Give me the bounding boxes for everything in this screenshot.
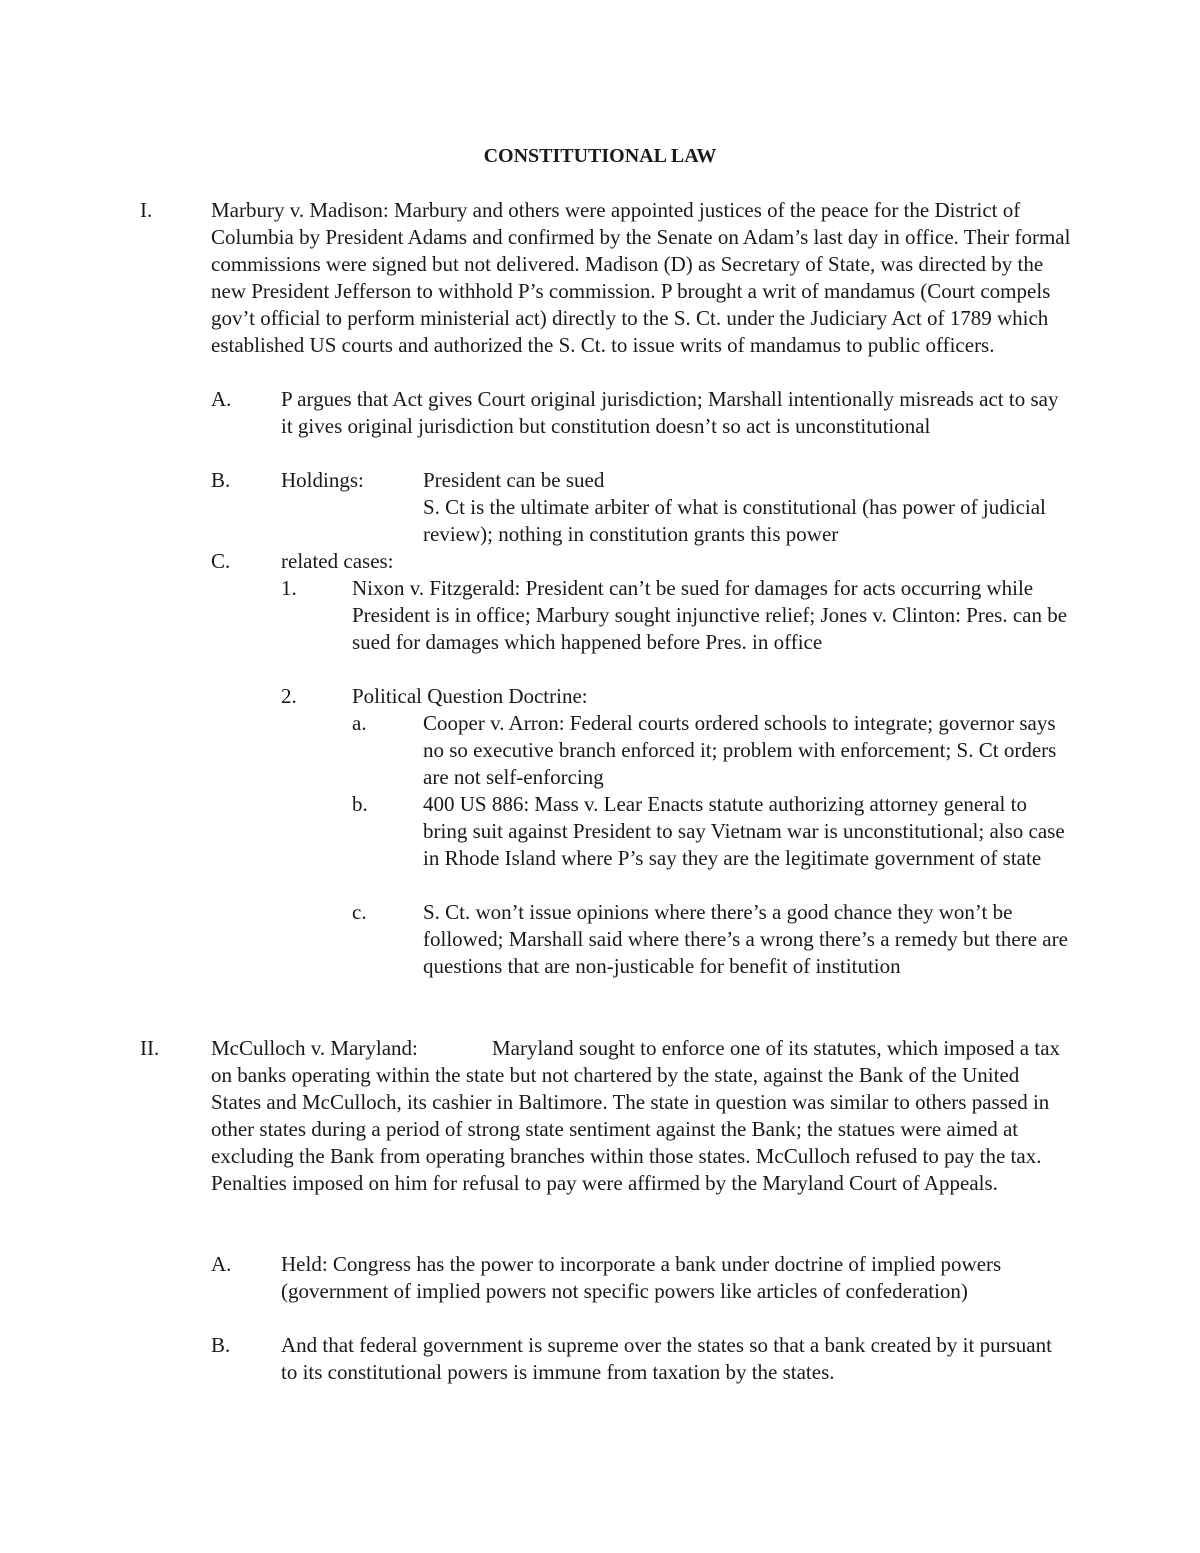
section-1-number: I.: [140, 198, 153, 222]
political-question-a-text: Cooper v. Arron: Federal courts ordered schools to integrate; governor says no so executive branch enforced it; problem with enforcement; S. Ct orders are not self-enforcing: [423, 711, 1057, 789]
item-c-label: C.: [211, 549, 231, 573]
holding-1: President can be sued: [423, 468, 605, 492]
section-2-number: II.: [140, 1036, 160, 1060]
section-2-item-a-text: Held: Congress has the power to incorporate a bank under doctrine of implied powers (government of implied powers not specific powers like articles of confederation): [281, 1252, 1002, 1303]
section-2-item-b-label: B.: [211, 1333, 231, 1357]
political-question-a-label: a.: [352, 711, 367, 735]
political-question-c-label: c.: [352, 900, 367, 924]
section-1-text: Marbury v. Madison: Marbury and others were appointed justices of the peace for the District of Columbia by President Adams and confirmed by the Senate on Adam’s last day in office. Their formal commissions were signed but not delivered. Madison (D) as Secretary of State, was directed by the new President Jefferson to withhold P’s commission. P brought a writ of mandamus (Court compels gov’t official to perform ministerial act) directly to the S. Ct. under the Judiciary Act of 1789 which established US courts and authorized the S. Ct. to issue writs of mandamus to public officers.: [211, 198, 1071, 357]
related-case-2-label: 2.: [281, 684, 297, 708]
political-question-b-label: b.: [352, 792, 368, 816]
section-2-item-a-label: A.: [211, 1252, 232, 1276]
political-question-c-text: S. Ct. won’t issue opinions where there’s a good chance they won’t be followed; Marshall said where there’s a wrong there’s a remedy but there are questions that are non-justicable for benefit of institution: [423, 900, 1068, 978]
item-a-label: A.: [211, 387, 232, 411]
holding-2: S. Ct is the ultimate arbiter of what is constitutional (has power of judicial review); nothing in constitution grants this power: [423, 495, 1046, 546]
item-a-text: P argues that Act gives Court original jurisdiction; Marshall intentionally misreads act to say it gives original jurisdiction but constitution doesn’t so act is unconstitutional: [281, 387, 1059, 438]
item-b-label: B.: [211, 468, 231, 492]
related-case-2-text: Political Question Doctrine:: [352, 684, 588, 708]
section-2-item-b-text: And that federal government is supreme over the states so that a bank created by it pursuant to its constitutional powers is immune from taxation by the states.: [281, 1333, 1052, 1384]
related-case-1-label: 1.: [281, 576, 297, 600]
holdings-list: [423, 467, 1073, 548]
political-question-b-text: 400 US 886: Mass v. Lear Enacts statute authorizing attorney general to bring suit against President to say Vietnam war is unconstitutional; also case in Rhode Island where P’s say they are the legitimate government of state: [423, 792, 1065, 870]
related-case-1-text: Nixon v. Fitzgerald: President can’t be sued for damages for acts occurring while President is in office; Marbury sought injunctive relief; Jones v. Clinton: Pres. can be sued for damages which happened before Pres. in office: [352, 576, 1068, 654]
section-2-case-name: McCulloch v. Maryland:: [211, 1036, 418, 1060]
section-2-body: Maryland sought to enforce one of its statutes, which imposed a tax on banks operating within the state but not chartered by the state, against the Bank of the United States and McCulloch, its cashier in Baltimore. The state in question was similar to others passed in other states during a period of strong state sentiment against the Bank; the statues were aimed at excluding the Bank from operating branches within those states. McCulloch refused to pay the tax. Penalties imposed on him for refusal to pay were affirmed by the Maryland Court of Appeals.: [211, 1036, 1061, 1195]
section-2-text: [211, 1035, 1071, 1197]
document-title: CONSTITUTIONAL LAW: [483, 145, 717, 167]
holdings-heading: Holdings:: [281, 468, 364, 492]
item-c-text: related cases:: [281, 549, 394, 573]
